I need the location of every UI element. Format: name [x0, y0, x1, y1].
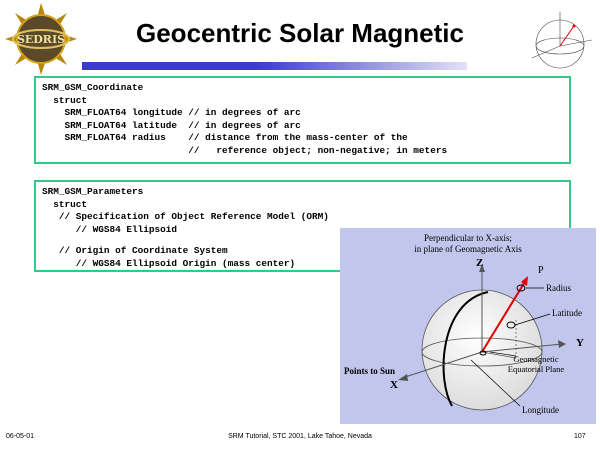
sedris-logo — [4, 2, 78, 76]
sun-label: Points to Sun — [344, 366, 396, 376]
code-line: SRM_FLOAT64 longitude // in degrees of arc — [42, 107, 301, 118]
radius-label: Radius — [546, 283, 572, 293]
plane-label-1: Geomagnetic — [513, 354, 559, 364]
slide-title: Geocentric Solar Magnetic — [136, 18, 464, 48]
code-line: SRM_GSM_Parameters — [42, 186, 144, 197]
code-line: // reference object; non-negative; in meters — [42, 144, 448, 156]
code-line: // WGS84 Ellipsoid — [42, 223, 178, 235]
code-line: // Origin of Coordinate System — [42, 245, 228, 256]
latitude-label: Latitude — [552, 308, 582, 318]
code-line: // Specification of Object Reference Model (ORM) — [42, 211, 329, 222]
longitude-label: Longitude — [522, 405, 559, 415]
code-line: SRM_GSM_Coordinate — [42, 82, 144, 93]
top-label-2: in plane of Geomagnetic Axis — [414, 244, 522, 254]
y-axis-label: Y — [576, 337, 584, 349]
coordinate-struct-box — [34, 76, 571, 164]
code-line: SRM_FLOAT64 latitude // in degrees of arc — [42, 119, 301, 131]
footer-center: SRM Tutorial, STC 2001, Lake Tahoe, Nevada — [228, 433, 372, 440]
gsm-diagram — [340, 228, 596, 424]
code-line: // WGS84 Ellipsoid Origin (mass center) — [42, 257, 296, 269]
x-axis-label: X — [390, 379, 398, 391]
thumbnail-diagram — [508, 0, 600, 76]
logo-text: SEDRIS — [16, 33, 66, 46]
code-line: SRM_FLOAT64 radius // distance from the mass-center of the — [42, 132, 408, 143]
title-underline — [82, 62, 467, 70]
z-axis-label: Z — [476, 257, 484, 269]
footer-date: 06-05-01 — [6, 433, 35, 440]
point-p-label: P — [538, 265, 544, 276]
code-line: struct — [42, 198, 88, 210]
footer-page-number: 107 — [574, 433, 586, 440]
top-label-1: Perpendicular to X-axis; — [424, 233, 512, 243]
plane-label-2: Equatorial Plane — [507, 364, 565, 374]
code-line: struct — [42, 94, 88, 106]
